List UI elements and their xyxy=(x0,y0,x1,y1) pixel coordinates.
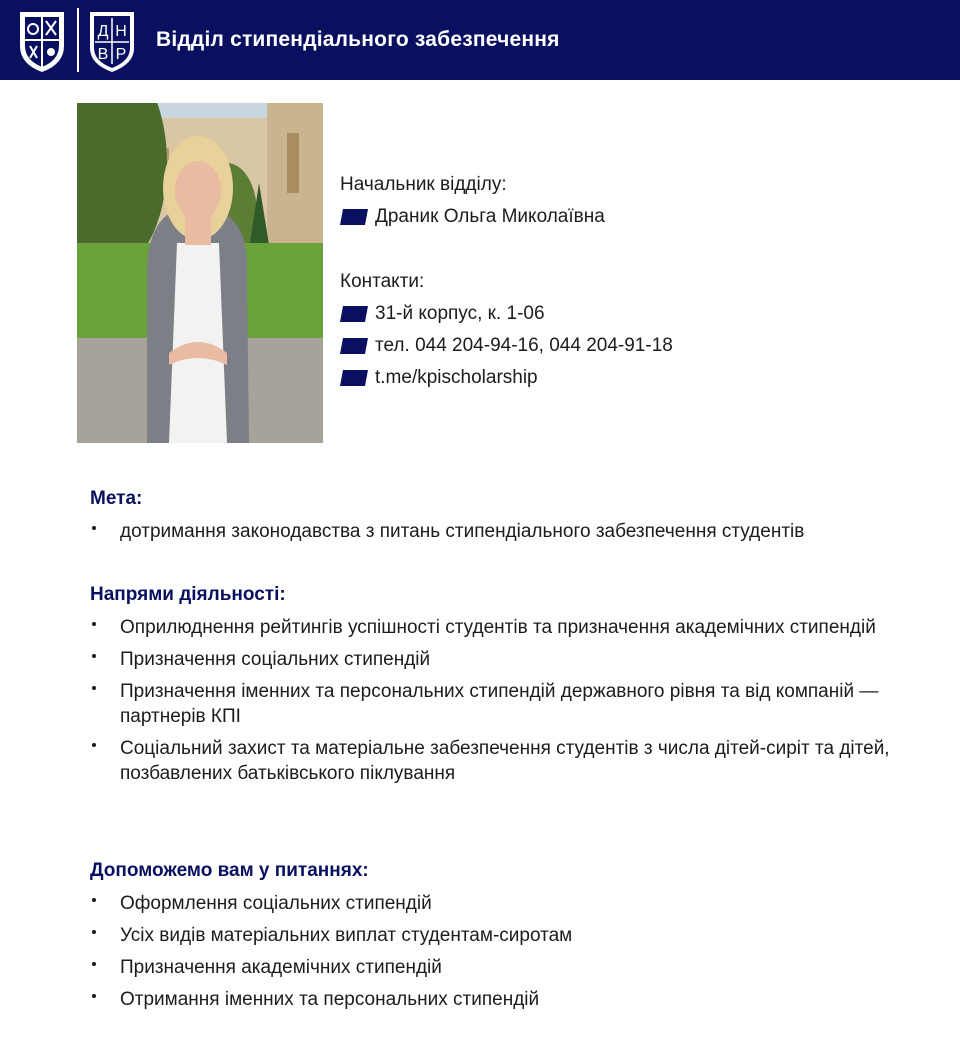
logo-letter-n: Н xyxy=(115,23,127,40)
activities-list xyxy=(90,615,890,793)
telegram-row xyxy=(340,365,673,397)
flag-icon xyxy=(340,209,368,225)
list-item: Отримання іменних та персональних стипендій xyxy=(90,987,890,1012)
list-item: Оформлення соціальних стипендій xyxy=(90,891,890,916)
logo-letter-d: Д xyxy=(97,23,109,40)
page-title: Відділ стипендіального забезпечення xyxy=(156,28,560,51)
phone-text: тел. 044 204-94-16, 044 204-91-18 xyxy=(375,335,673,356)
portrait-photo xyxy=(77,103,323,443)
head-name: Драник Ольга Миколаївна xyxy=(375,206,605,227)
header-bar xyxy=(0,0,960,80)
address-row xyxy=(340,301,673,333)
list-item: Усіх видів матеріальних виплат студентам-сиротам xyxy=(90,923,890,948)
flag-icon xyxy=(340,338,368,354)
activities-heading: Напрями діяльності: xyxy=(90,584,286,605)
help-list xyxy=(90,891,890,1019)
list-item: Оприлюднення рейтингів успішності студентів та призначення академічних стипендій xyxy=(90,615,890,640)
head-label: Начальник відділу: xyxy=(340,174,507,195)
list-item: дотримання законодавства з питань стипендіального забезпечення студентів xyxy=(90,519,920,544)
help-heading: Допоможемо вам у питаннях: xyxy=(90,860,369,881)
kpi-logo xyxy=(16,6,68,74)
address-text: 31-й корпус, к. 1-06 xyxy=(375,303,545,324)
telegram-link[interactable]: t.me/kpischolarship xyxy=(375,367,538,388)
logo-letter-r: Р xyxy=(115,46,127,63)
goal-list xyxy=(90,519,920,551)
list-item: Соціальний захист та матеріальне забезпечення студентів з числа дітей-сиріт та дітей, позбавлених батьківського піклування xyxy=(90,736,890,786)
flag-icon xyxy=(340,370,368,386)
head-name-row xyxy=(340,204,673,236)
flag-icon xyxy=(340,306,368,322)
list-item: Призначення соціальних стипендій xyxy=(90,647,890,672)
list-item: Призначення іменних та персональних стипендій державного рівня та від компаній — партнерів КПІ xyxy=(90,679,890,729)
goal-heading: Мета: xyxy=(90,488,143,509)
list-item: Призначення академічних стипендій xyxy=(90,955,890,980)
contact-block xyxy=(340,172,673,397)
contacts-label: Контакти: xyxy=(340,271,425,292)
phone-row xyxy=(340,333,673,365)
logo-letter-v: В xyxy=(97,46,109,63)
logo-divider xyxy=(77,8,79,72)
dnvr-logo xyxy=(86,6,138,74)
